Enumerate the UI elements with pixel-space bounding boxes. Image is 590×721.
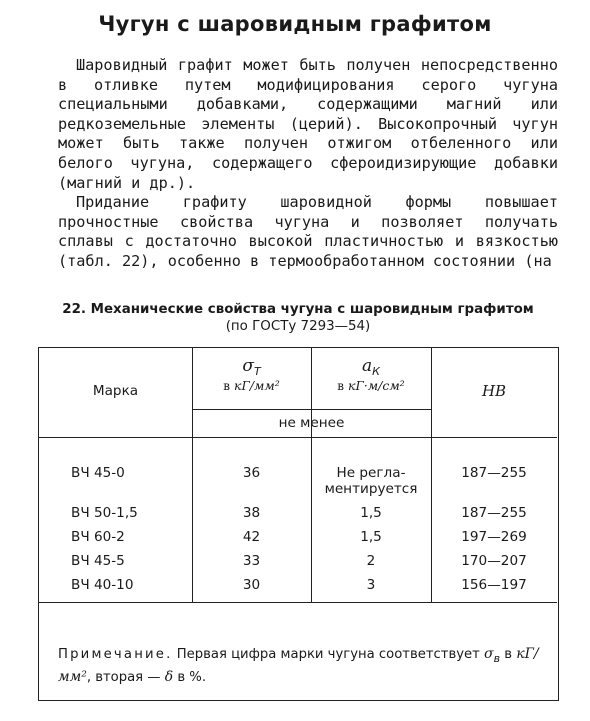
table-caption — [40, 301, 556, 335]
table-caption-subtitle: (по ГОСТу 7293—54) — [225, 319, 371, 334]
table-hrule-bottom — [39, 602, 557, 603]
paragraph-2: Придание графиту шаровидной формы повышает прочностные свойства чугуна и позволяет получать сплавы с достаточно высокой пластичностью и вязкостью (табл. 22), особенно в термообработанном состоянии (на — [58, 193, 558, 270]
row-4-grade: ВЧ 45-5 — [71, 553, 125, 569]
note-text-4: в %. — [177, 670, 207, 685]
table-caption-title: 22. Механические свойства чугуна с шаровидным графитом — [62, 302, 534, 317]
table-hrule-header — [39, 437, 557, 438]
row-3-hb: 197—269 — [461, 529, 527, 545]
row-2-ak: 1,5 — [360, 505, 382, 521]
header-hb: НВ — [481, 382, 507, 400]
row-4-hb: 170—207 — [461, 553, 527, 569]
table-hrule-min — [192, 409, 431, 410]
paragraph-1: Шаровидный графит может быть получен непосредственно в отливке путем модифицирования серого чугуна специальными добавками, содержащими магний или редкоземельные элементы (церий). Высокопрочный чугун может быть также получен отжигом отбеленного или белого чугуна, содержащего сфероидизирующие добавки (магний и др.). — [58, 56, 558, 192]
header-ak-unit: в кГ·м/см² — [337, 378, 405, 393]
note-text-2: в — [504, 647, 513, 662]
row-5-grade: ВЧ 40-10 — [71, 577, 134, 593]
note-sigma-sub: в — [493, 652, 501, 665]
row-5-hb: 156—197 — [461, 577, 527, 593]
note-unit: кГ/мм² — [58, 646, 539, 685]
row-3-grade: ВЧ 60-2 — [71, 529, 125, 545]
row-2-sigma: 38 — [242, 505, 261, 521]
note-sigma: σ — [484, 646, 494, 662]
note-text-1: Первая цифра марки чугуна соответствует — [176, 647, 480, 662]
header-ak — [311, 356, 431, 393]
row-2-hb: 187—255 — [461, 505, 527, 521]
row-1-hb: 187—255 — [461, 465, 527, 481]
header-sigma-unit: в кГ/мм² — [223, 378, 280, 393]
header-ak-symbol: $a_К$ — [362, 356, 380, 378]
row-4-ak: 2 — [366, 553, 376, 569]
header-sigma-symbol: $\sigma_Т$ — [242, 356, 261, 378]
header-min-note: не менее — [278, 415, 345, 431]
row-5-ak: 3 — [366, 577, 376, 593]
note-delta: δ — [164, 669, 174, 685]
row-2-grade: ВЧ 50-1,5 — [71, 505, 138, 521]
note-label: Примечание. — [58, 647, 173, 662]
header-sigma — [192, 356, 311, 393]
note-text-3: , вторая — — [86, 670, 161, 685]
row-1-ak: Не регла- ментируется — [324, 465, 418, 497]
page-title: Чугун с шаровидным графитом — [98, 12, 492, 36]
body-text — [58, 56, 558, 272]
row-3-ak: 1,5 — [360, 529, 382, 545]
row-4-sigma: 33 — [242, 553, 261, 569]
row-3-sigma: 42 — [242, 529, 261, 545]
row-5-sigma: 30 — [242, 577, 261, 593]
row-1-sigma: 36 — [242, 465, 261, 481]
table-note — [58, 645, 558, 687]
header-grade: Марка — [92, 383, 139, 399]
row-1-grade: ВЧ 45-0 — [71, 465, 125, 481]
